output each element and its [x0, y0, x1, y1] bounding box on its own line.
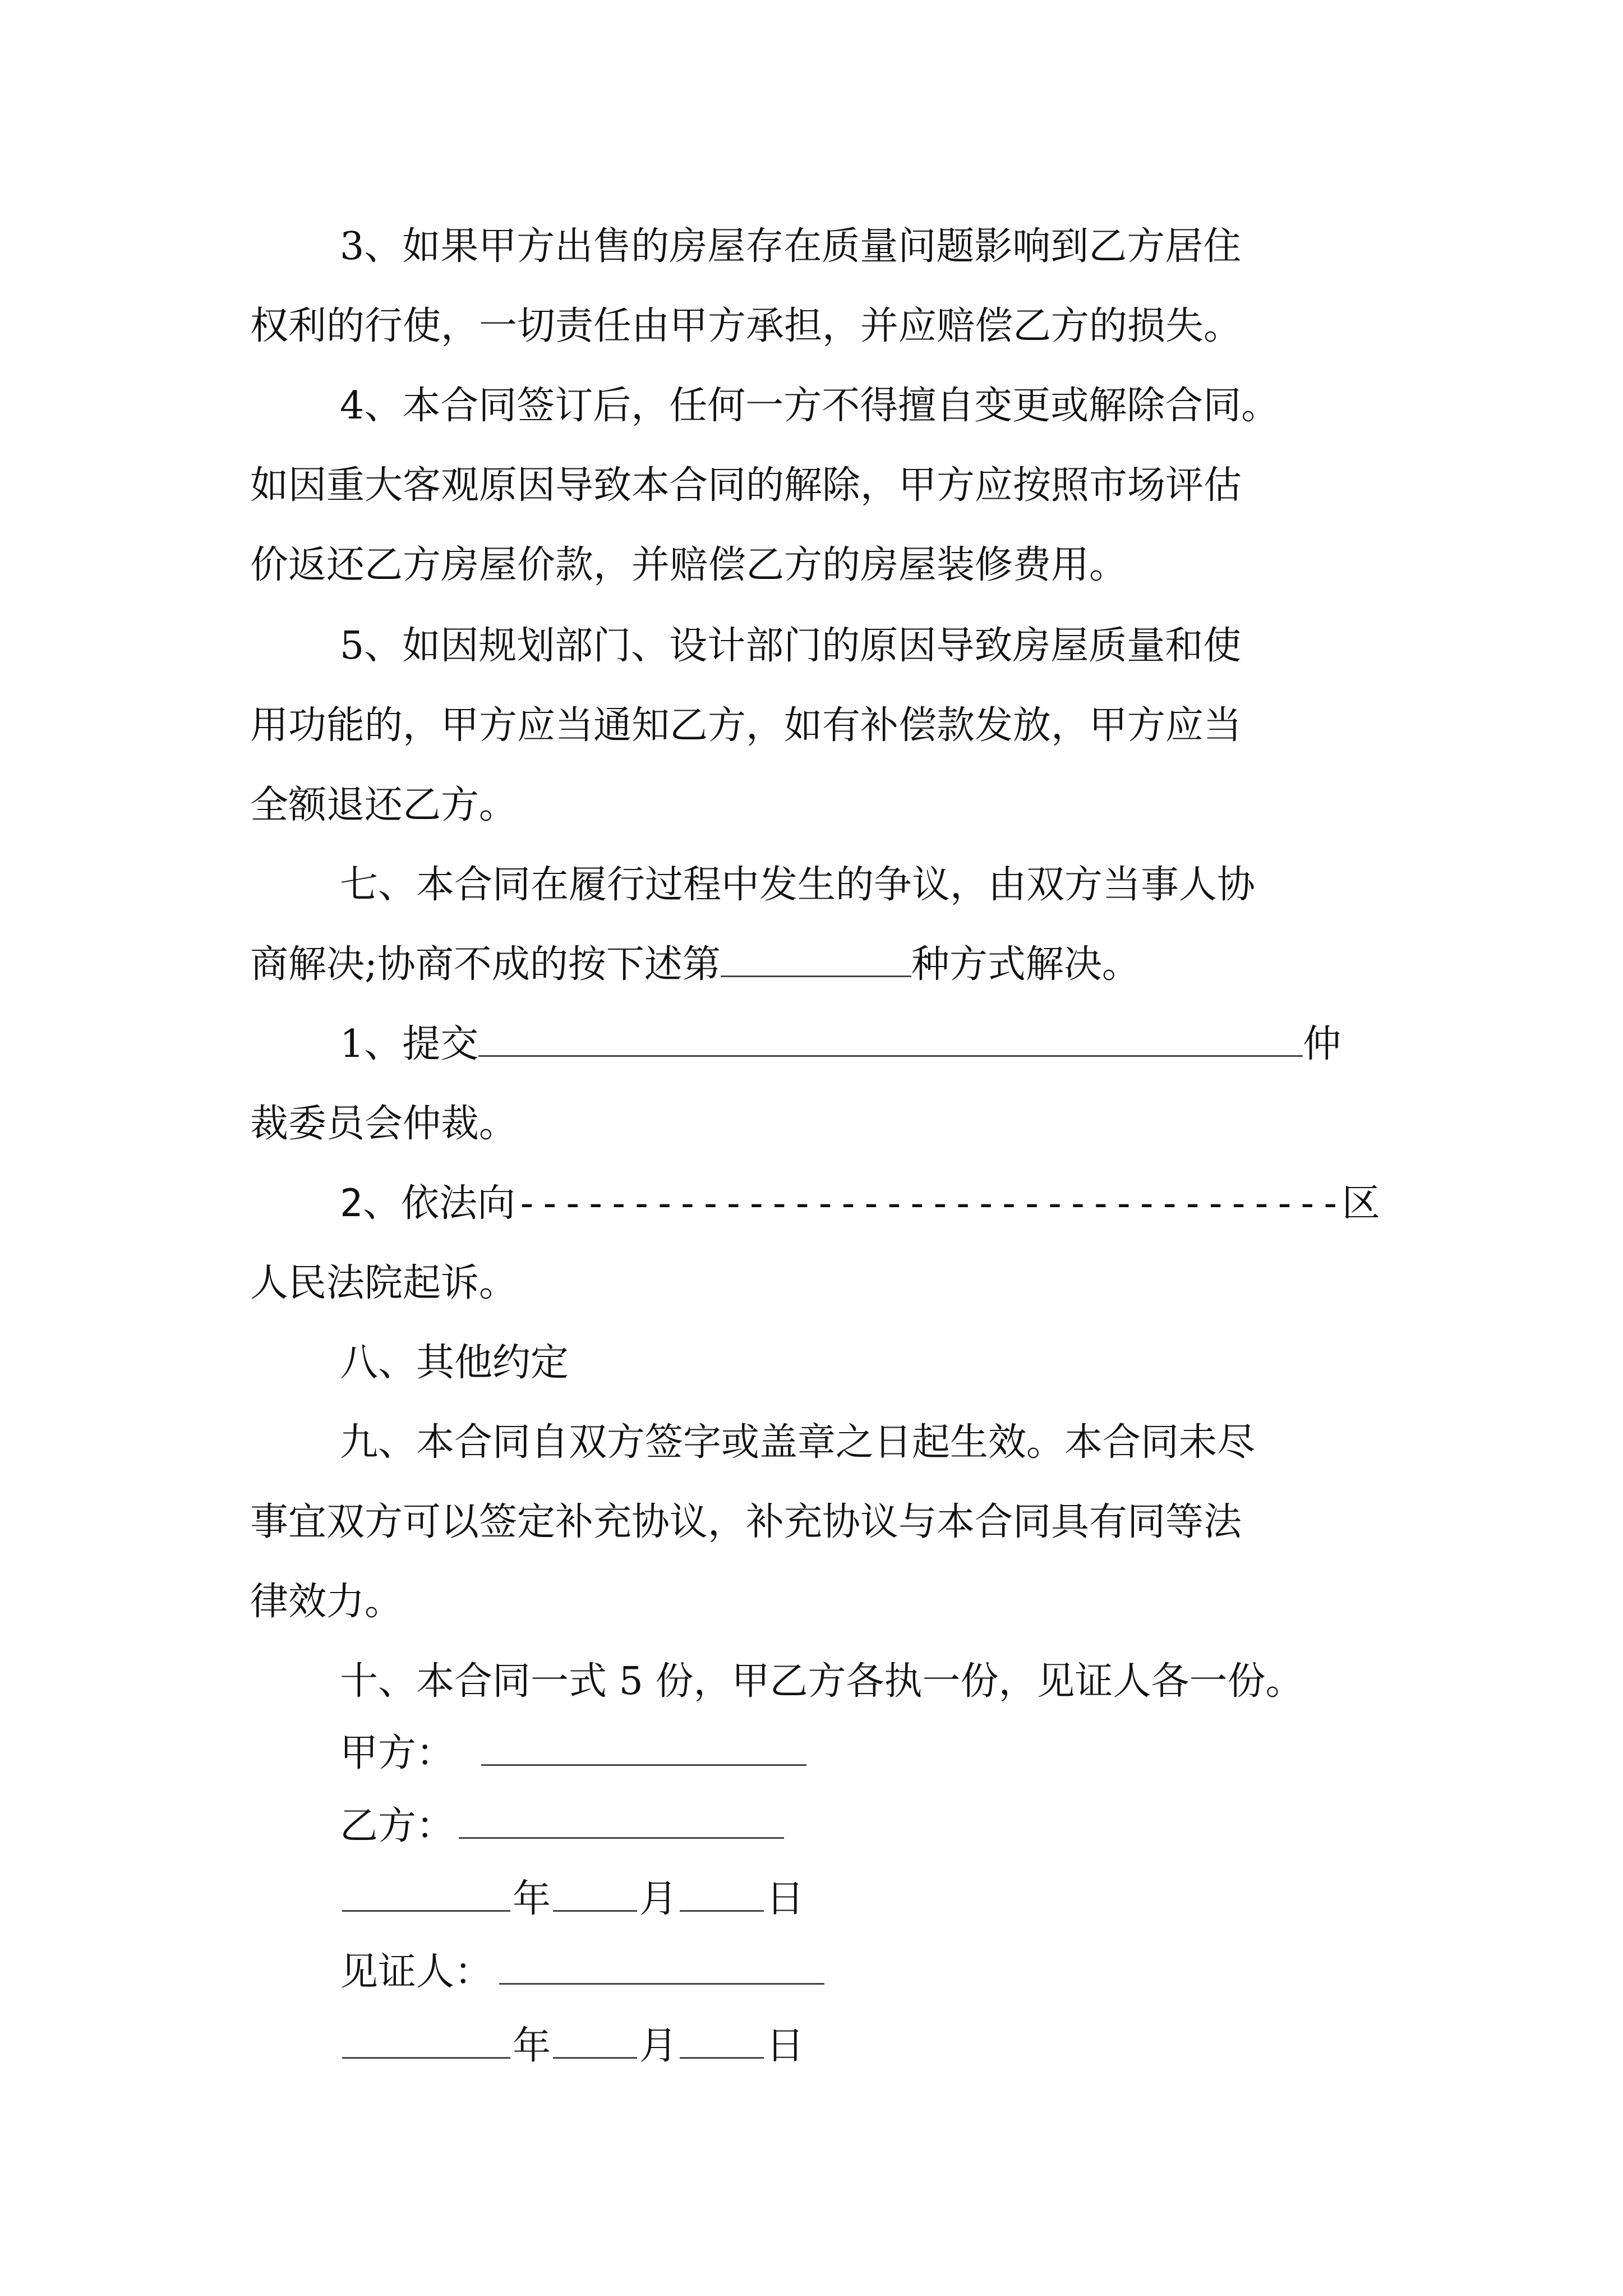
- day-label: 日: [766, 1877, 805, 1921]
- paragraph-line: 全额退还乙方。: [250, 783, 518, 827]
- method-number-blank: [721, 942, 911, 977]
- month-label: 月: [639, 2024, 678, 2068]
- paragraph-line: 十、本合同一式 5 份，甲乙方各执一份，见证人各一份。: [340, 1659, 1304, 1704]
- arbitration-suffix: 仲: [1303, 1022, 1341, 1066]
- month-blank: [553, 1876, 637, 1912]
- year-blank: [342, 2023, 510, 2059]
- year-label: 年: [513, 2024, 551, 2068]
- paragraph-line: 权利的行使，一切责任由甲方承担，并应赔偿乙方的损失。: [250, 304, 1242, 348]
- day-blank: [680, 1876, 764, 1912]
- month-blank: [553, 2023, 637, 2059]
- party-a-line: [340, 1726, 806, 1782]
- month-label: 月: [639, 1877, 678, 1921]
- dispute-method-suffix: 种方式解决。: [911, 942, 1140, 987]
- paragraph-line: 事宜双方可以签定补充协议，补充协议与本合同具有同等法: [250, 1500, 1242, 1544]
- paragraph-line: 九、本合同自双方签字或盖章之日起生效。本合同未尽: [340, 1420, 1256, 1465]
- year-label: 年: [513, 1877, 551, 1921]
- day-label: 日: [766, 2024, 805, 2068]
- paragraph-line: 七、本合同在履行过程中发生的争议，由双方当事人协: [340, 863, 1256, 907]
- arbitration-committee-blank: [478, 1022, 1303, 1057]
- arbitration-prefix: 1、提交: [340, 1022, 479, 1066]
- party-b-blank: [459, 1803, 784, 1839]
- paragraph-line: 用功能的，甲方应当通知乙方，如有补偿款发放，甲方应当: [250, 703, 1242, 748]
- witness-line: [340, 1944, 824, 2000]
- section-heading: 八、其他约定: [340, 1341, 569, 1385]
- year-blank: [342, 1876, 510, 1912]
- paragraph-line: 人民法院起诉。: [250, 1261, 518, 1305]
- party-a-label: 甲方：: [340, 1731, 455, 1775]
- paragraph-line: 价返还乙方房屋价款，并赔偿乙方的房屋装修费用。: [250, 543, 1128, 587]
- paragraph-line: 裁委员会仲裁。: [250, 1102, 518, 1146]
- paragraph-line: 律效力。: [250, 1580, 403, 1624]
- paragraph-line: 5、如因规划部门、设计部门的原因导致房屋质量和使: [340, 624, 1242, 668]
- arbitration-line: [340, 1016, 1341, 1073]
- dispute-method-prefix: 商解决;协商不成的按下述第: [250, 942, 721, 987]
- court-line: 2、依法向------------------------------------区: [340, 1181, 1380, 1226]
- paragraph-line: 3、如果甲方出售的房屋存在质量问题影响到乙方居住: [340, 224, 1242, 269]
- witness-label: 见证人：: [340, 1950, 493, 1994]
- paragraph-line: 如因重大客观原因导致本合同的解除，甲方应按照市场评估: [250, 463, 1242, 508]
- party-b-line: [340, 1798, 784, 1855]
- party-b-label: 乙方：: [340, 1804, 455, 1848]
- party-a-blank: [481, 1731, 806, 1766]
- date-line-2: [340, 2018, 804, 2074]
- witness-blank: [499, 1949, 824, 1985]
- dispute-method-line: [250, 937, 1140, 993]
- date-line-1: [340, 1871, 804, 1927]
- paragraph-line: 4、本合同签订后，任何一方不得擅自变更或解除合同。: [340, 384, 1280, 428]
- day-blank: [680, 2023, 764, 2059]
